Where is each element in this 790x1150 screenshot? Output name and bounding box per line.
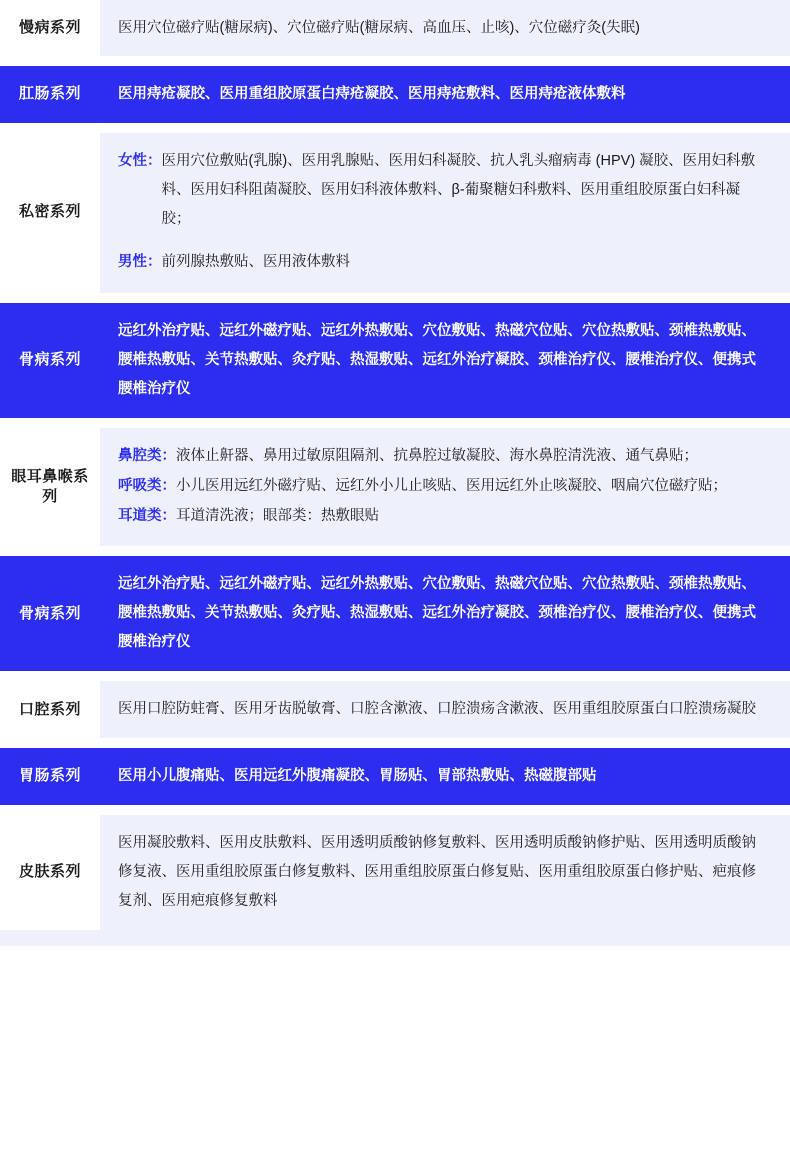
sub-group-text: 前列腺热敷贴、医用液体敷料 — [161, 253, 350, 270]
sub-group-label: 女性： — [118, 152, 162, 169]
row-category-label: 眼耳鼻喉系列 — [0, 428, 100, 547]
row-content: 医用小儿腹痛贴、医用远红外腹痛凝胶、胃肠贴、胃部热敷贴、热磁腹部贴 — [100, 748, 790, 804]
row-category-label: 慢病系列 — [0, 0, 100, 56]
table-row — [0, 428, 790, 547]
row-content — [100, 428, 790, 547]
row-content: 医用凝胶敷料、医用皮肤敷料、医用透明质酸钠修复敷料、医用透明质酸钠修护贴、医用透明质酸钠修复液、医用重组胶原蛋白修复敷料、医用重组胶原蛋白修复贴、医用重组胶原蛋白修护贴、疤痕修复剂、医用疤痕修复敷料 — [100, 815, 790, 930]
table-row — [0, 748, 790, 804]
table-row — [0, 556, 790, 671]
sub-group — [118, 248, 768, 277]
row-gap — [0, 738, 790, 748]
row-category-label: 皮肤系列 — [0, 815, 100, 930]
table-row — [0, 0, 790, 56]
sub-group-label: 鼻腔类： — [118, 447, 176, 464]
row-content: 医用口腔防蛀膏、医用牙齿脱敏膏、口腔含漱液、口腔溃疡含漱液、医用重组胶原蛋白口腔溃疡凝胶 — [100, 681, 790, 738]
row-content: 医用穴位磁疗贴(糖尿病)、穴位磁疗贴(糖尿病、高血压、止咳)、穴位磁疗灸(失眠) — [100, 0, 790, 56]
sub-group-label: 呼吸类： — [118, 477, 176, 494]
table-row — [0, 303, 790, 418]
row-gap — [0, 293, 790, 303]
row-gap — [0, 418, 790, 428]
row-category-label: 肛肠系列 — [0, 66, 100, 122]
sub-group-spacer — [118, 236, 768, 248]
row-gap — [0, 56, 790, 66]
row-gap — [0, 671, 790, 681]
table-row — [0, 681, 790, 738]
row-gap — [0, 123, 790, 133]
table-row — [0, 815, 790, 930]
table-row — [0, 133, 790, 293]
row-gap — [0, 805, 790, 815]
row-content: 远红外治疗贴、远红外磁疗贴、远红外热敷贴、穴位敷贴、热磁穴位贴、穴位热敷贴、颈椎热敷贴、腰椎热敷贴、关节热敷贴、灸疗贴、热湿敷贴、远红外治疗凝胶、颈椎治疗仪、腰椎治疗仪、便携式腰椎治疗仪 — [100, 303, 790, 418]
row-category-label: 骨病系列 — [0, 303, 100, 418]
row-category-label: 骨病系列 — [0, 556, 100, 671]
bottom-spacer — [0, 930, 790, 946]
table-row — [0, 66, 790, 122]
sub-group — [118, 442, 768, 470]
row-category-label: 私密系列 — [0, 133, 100, 293]
sub-group-text: 液体止鼾器、鼻用过敏原阻隔剂、抗鼻腔过敏凝胶、海水鼻腔清洗液、通气鼻贴； — [176, 447, 698, 464]
sub-group-text: 耳道清洗液；眼部类：热敷眼贴 — [176, 508, 379, 525]
sub-group-text: 小儿医用远红外磁疗贴、远红外小儿止咳贴、医用远红外止咳凝胶、咽扁穴位磁疗贴； — [176, 477, 727, 494]
sub-group — [118, 472, 768, 500]
row-content — [100, 133, 790, 293]
row-content: 远红外治疗贴、远红外磁疗贴、远红外热敷贴、穴位敷贴、热磁穴位贴、穴位热敷贴、颈椎热敷贴、腰椎热敷贴、关节热敷贴、灸疗贴、热湿敷贴、远红外治疗凝胶、颈椎治疗仪、腰椎治疗仪、便携式腰椎治疗仪 — [100, 556, 790, 671]
sub-group-label: 耳道类： — [118, 508, 176, 525]
row-content: 医用痔疮凝胶、医用重组胶原蛋白痔疮凝胶、医用痔疮敷料、医用痔疮液体敷料 — [100, 66, 790, 122]
row-gap — [0, 546, 790, 556]
sub-group-text: 医用穴位敷贴(乳腺)、医用乳腺贴、医用妇科凝胶、抗人乳头瘤病毒 (HPV) 凝胶、医用妇科敷料、医用妇科阻菌凝胶、医用妇科液体敷料、β-葡聚糖妇科敷料、医用重组胶原蛋白妇科凝胶； — [161, 152, 756, 227]
row-category-label: 口腔系列 — [0, 681, 100, 738]
row-category-label: 胃肠系列 — [0, 748, 100, 804]
sub-group — [118, 147, 768, 234]
sub-group-label: 男性： — [118, 253, 162, 270]
sub-group — [118, 502, 768, 530]
